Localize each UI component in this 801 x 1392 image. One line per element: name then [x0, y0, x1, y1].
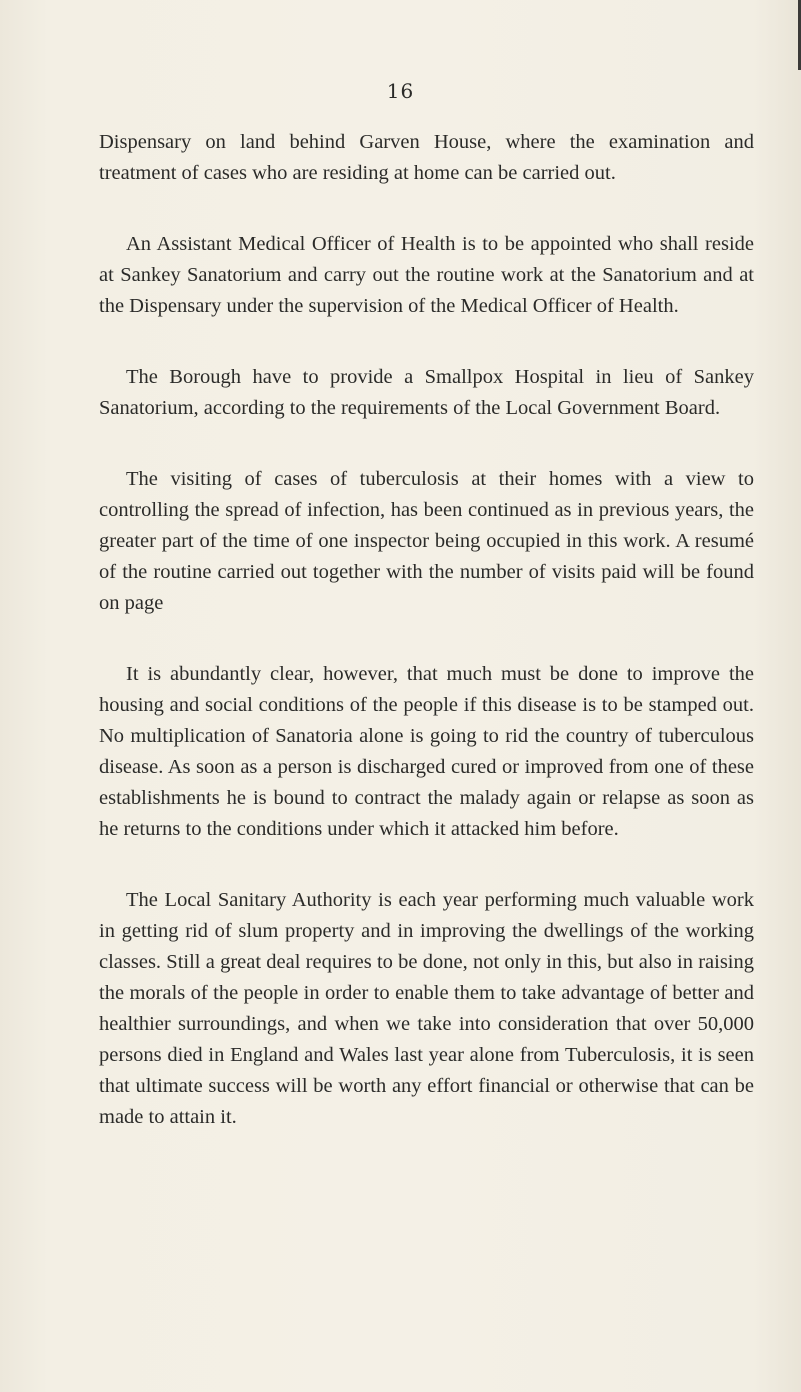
paragraph-housing-conditions: It is abundantly clear, however, that much must be done to improve the housing and social conditions of the people if this disease is to be stamped out. No multiplication of Sanatoria alone is going to rid the country of tuberculous disease. As soon as a person is discharged cured or improved from one of these establishments he is bound to contract the malady again or relapse as soon as he returns to the conditions under which it attacked him before. [99, 663, 754, 840]
page-number: 16 [386, 79, 415, 103]
paragraph-smallpox-hospital: The Borough have to provide a Smallpox Hospital in lieu of Sankey Sanatorium, according to the requirements of the Local Government Board. [99, 366, 754, 419]
body-text [99, 127, 754, 1133]
paragraph-assistant-medical-officer: An Assistant Medical Officer of Health is to be appointed who shall reside at Sankey Sanatorium and carry out the routine work at the Sanatorium and at the Dispensary under the supervision of the Medical Officer of Health. [99, 233, 754, 317]
paragraph-tuberculosis-visits: The visiting of cases of tuberculosis at their homes with a view to controlling the spread of infection, has been continued as in previous years, the greater part of the time of one inspector being occupied in this work. A resumé of the routine carried out together with the number of visits paid will be found on page [99, 468, 754, 614]
paragraph-sanitary-authority: The Local Sanitary Authority is each year performing much valuable work in getting rid of slum property and in improving the dwellings of the working classes. Still a great deal requires to be done, not only in this, but also in raising the morals of the people in order to enable them to take advantage of better and healthier surroundings, and when we take into consideration that over 50,000 persons died in England and Wales last year alone from Tuberculosis, it is seen that ultimate success will be worth any effort financial or otherwise that can be made to attain it. [99, 889, 754, 1128]
paragraph-dispensary: Dispensary on land behind Garven House, where the examination and treatment of cases who are residing at home can be carried out. [99, 131, 754, 184]
